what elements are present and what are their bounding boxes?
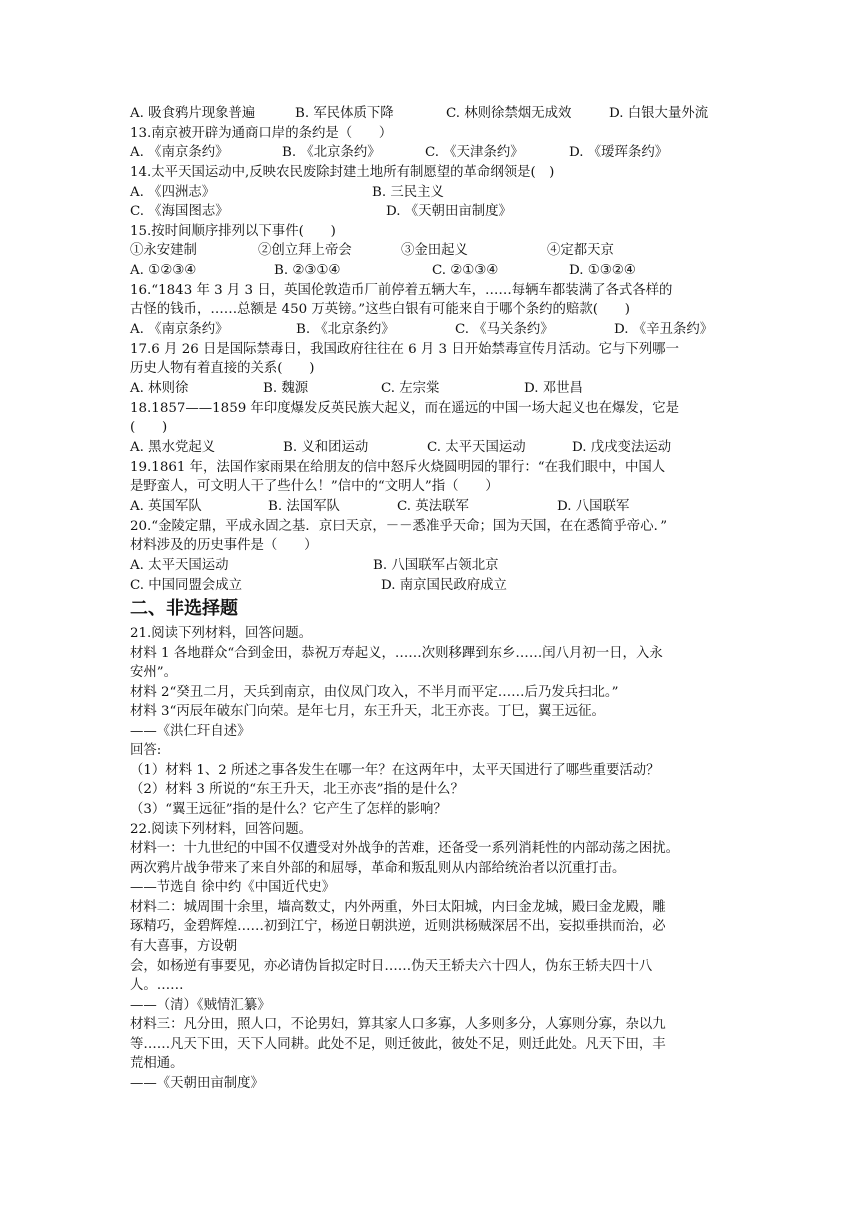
question-stem-line: 17.6 月 26 日是国际禁毒日，我国政府往往在 6 月 3 日开始禁毒宣传月活动。它与下列哪一 [130,342,679,357]
text-line: 材料 2“癸丑二月，天兵到南京，由仪凤门攻入，不半月而平定……后乃发兵扫北。” [130,685,619,700]
question-stem: 13.南京被开辟为通商口岸的条约是（ ） [130,126,393,141]
sub-question: （1）材料 1、2 所述之事各发生在哪一年？在这两年中，太平天国进行了哪些重要活动？ [130,763,660,778]
event-item: ④定都天京 [547,243,614,258]
option-b: B. 八国联军占领北京 [373,558,499,573]
option-c: C. 左宗棠 [381,381,440,396]
question-stem-line: 是野蛮人，可文明人干了些什么！”信中的“文明人”指（ ） [130,479,499,494]
option-d: D. 邓世昌 [524,381,583,396]
event-item: ②创立拜上帝会 [258,243,352,258]
option-c: C. 林则徐禁烟无成效 [446,106,572,121]
question-stem-line: ( ) [130,420,168,435]
question-stem-line: 16.“1843 年 3 月 3 日，英国伦敦造币厂前停着五辆大车，……每辆车都装满了各式各样的 [130,283,673,298]
option-c: C. 英法联军 [397,499,469,514]
text-line: 材料 1 各地群众“合到金田，恭祝万寿起义，……次则移蹕到东乡……闰八月初一日，入永 [130,646,663,661]
text-line: 安州”。 [130,665,178,680]
option-a: A. 黑水党起义 [130,440,216,455]
question-stem-line: 20.“金陵定鼎，平成永固之基．京曰天京，－－悉准乎天命；国为天国，在在悉简乎帝心．” [130,519,668,534]
option-a: A. 《南京条约》 [130,145,229,160]
option-b: B. 《北京条约》 [282,145,381,160]
option-a: A. 吸食鸦片现象普遍 [130,106,256,121]
text-line: 两次鸦片战争带来了来自外部的和屈辱，革命和叛乱则从内部给统治者以沉重打击。 [130,861,626,876]
option-a: A. 太平天国运动 [130,558,229,573]
option-d: D. ①③②④ [569,263,636,278]
text-line: 回答: [130,743,162,758]
option-b: B. 义和团运动 [283,440,369,455]
sub-question: （3）“翼王远征”指的是什么？它产生了怎样的影响？ [130,802,447,817]
question-stem-line: 古怪的钱币，……总额是 450 万英镑。”这些白银有可能来自于哪个条约的赔款( ) [130,302,630,317]
option-c: C. 太平天国运动 [427,440,526,455]
option-b: B. 三民主义 [372,185,444,200]
option-c: C. 《天津条约》 [425,145,524,160]
option-a: A. 《南京条约》 [130,322,229,337]
text-line: 人。…… [130,978,184,993]
option-a: A. 英国军队 [130,499,202,514]
text-line: 22.阅读下列材料，回答问题。 [130,822,312,837]
option-a: A. ①②③④ [130,263,197,278]
sub-question: （2）材料 3 所说的“东王升天，北王亦丧”指的是什么？ [130,782,464,797]
option-a: A. 《四洲志》 [130,185,216,200]
text-line: 琢精巧，金碧辉煌……初到江宁，杨逆日朝洪逆，近则洪杨贼深居不出，妄拟垂拱而治，必 [130,919,666,934]
source-attribution: ——《天朝田亩制度》 [130,1076,264,1091]
question-stem: 14.太平天国运动中,反映农民废除封建土地所有制愿望的革命纲领是( ) [130,165,555,180]
text-line: 有大喜事，方设朝 [130,939,238,954]
option-c: C. 《海国图志》 [130,204,229,219]
option-d: D. 《天朝田亩制度》 [386,204,512,219]
option-d: D. 八国联军 [557,499,630,514]
option-a: A. 林则徐 [130,381,189,396]
option-b: B. ②③①④ [274,263,341,278]
question-stem-line: 历史人物有着直接的关系( ) [130,361,315,376]
option-b: B. 魏源 [263,381,309,396]
option-d: D. 《瑷珲条约》 [569,145,669,160]
text-line: 材料二：城周围十余里，墙高数丈，内外两重，外曰太阳城，内曰金龙城，殿曰金龙殿，雕 [130,900,666,915]
option-b: B. 法国军队 [268,499,340,514]
option-c: C. 中国同盟会成立 [130,578,243,593]
option-d: D. 白银大量外流 [609,106,709,121]
question-stem-line: 19.1861 年，法国作家雨果在给朋友的信中怒斥火烧圆明园的罪行：“在我们眼中，中国人 [130,460,666,475]
option-c: C. ②①③④ [432,263,499,278]
source-attribution: ——节选自 徐中约《中国近代史》 [130,880,336,895]
text-line: 等……凡天下田，天下人同耕。此处不足，则迁彼此，彼处不足，则迁此处。凡天下田，丰 [130,1037,666,1052]
text-line: 材料 3“丙辰年破东门向荣。是年七月，东王升天，北王亦丧。丁巳，翼王远征。 [130,704,605,719]
source-attribution: ——《洪仁玕自述》 [130,724,251,739]
question-stem: 15.按时间顺序排列以下事件( ) [130,224,336,239]
option-d: D. 戊戌变法运动 [572,440,672,455]
text-line: 会，如杨逆有事要见，亦必请伪旨拟定时日……伪天王轿夫六十四人，伪东王轿夫四十八 [130,959,653,974]
event-item: ①永安建制 [130,243,197,258]
source-attribution: ——（清）《贼情汇纂》 [130,998,271,1013]
text-line: 荒相通。 [130,1056,184,1071]
text-line: 21.阅读下列材料，回答问题。 [130,626,312,641]
question-stem-line: 材料涉及的历史事件是（ ） [130,538,318,553]
option-d: D. 南京国民政府成立 [381,578,507,593]
event-item: ③金田起义 [401,243,468,258]
option-d: D. 《辛丑条约》 [614,322,714,337]
option-b: B. 军民体质下降 [295,106,394,121]
option-b: B. 《北京条约》 [296,322,395,337]
text-line: 材料三：凡分田，照人口，不论男妇，算其家人口多寡，人多则多分，人寡则分寡，杂以九 [130,1017,666,1032]
text-line: 材料一：十九世纪的中国不仅遭受对外战争的苦难，还备受一系列消耗性的内部动荡之困扰。 [130,841,680,856]
option-c: C. 《马关条约》 [455,322,554,337]
section-heading: 二、非选择题 [130,598,238,619]
question-stem-line: 18.1857——1859 年印度爆发反英民族大起义，而在遥远的中国一场大起义也在爆发，它是 [130,401,679,416]
